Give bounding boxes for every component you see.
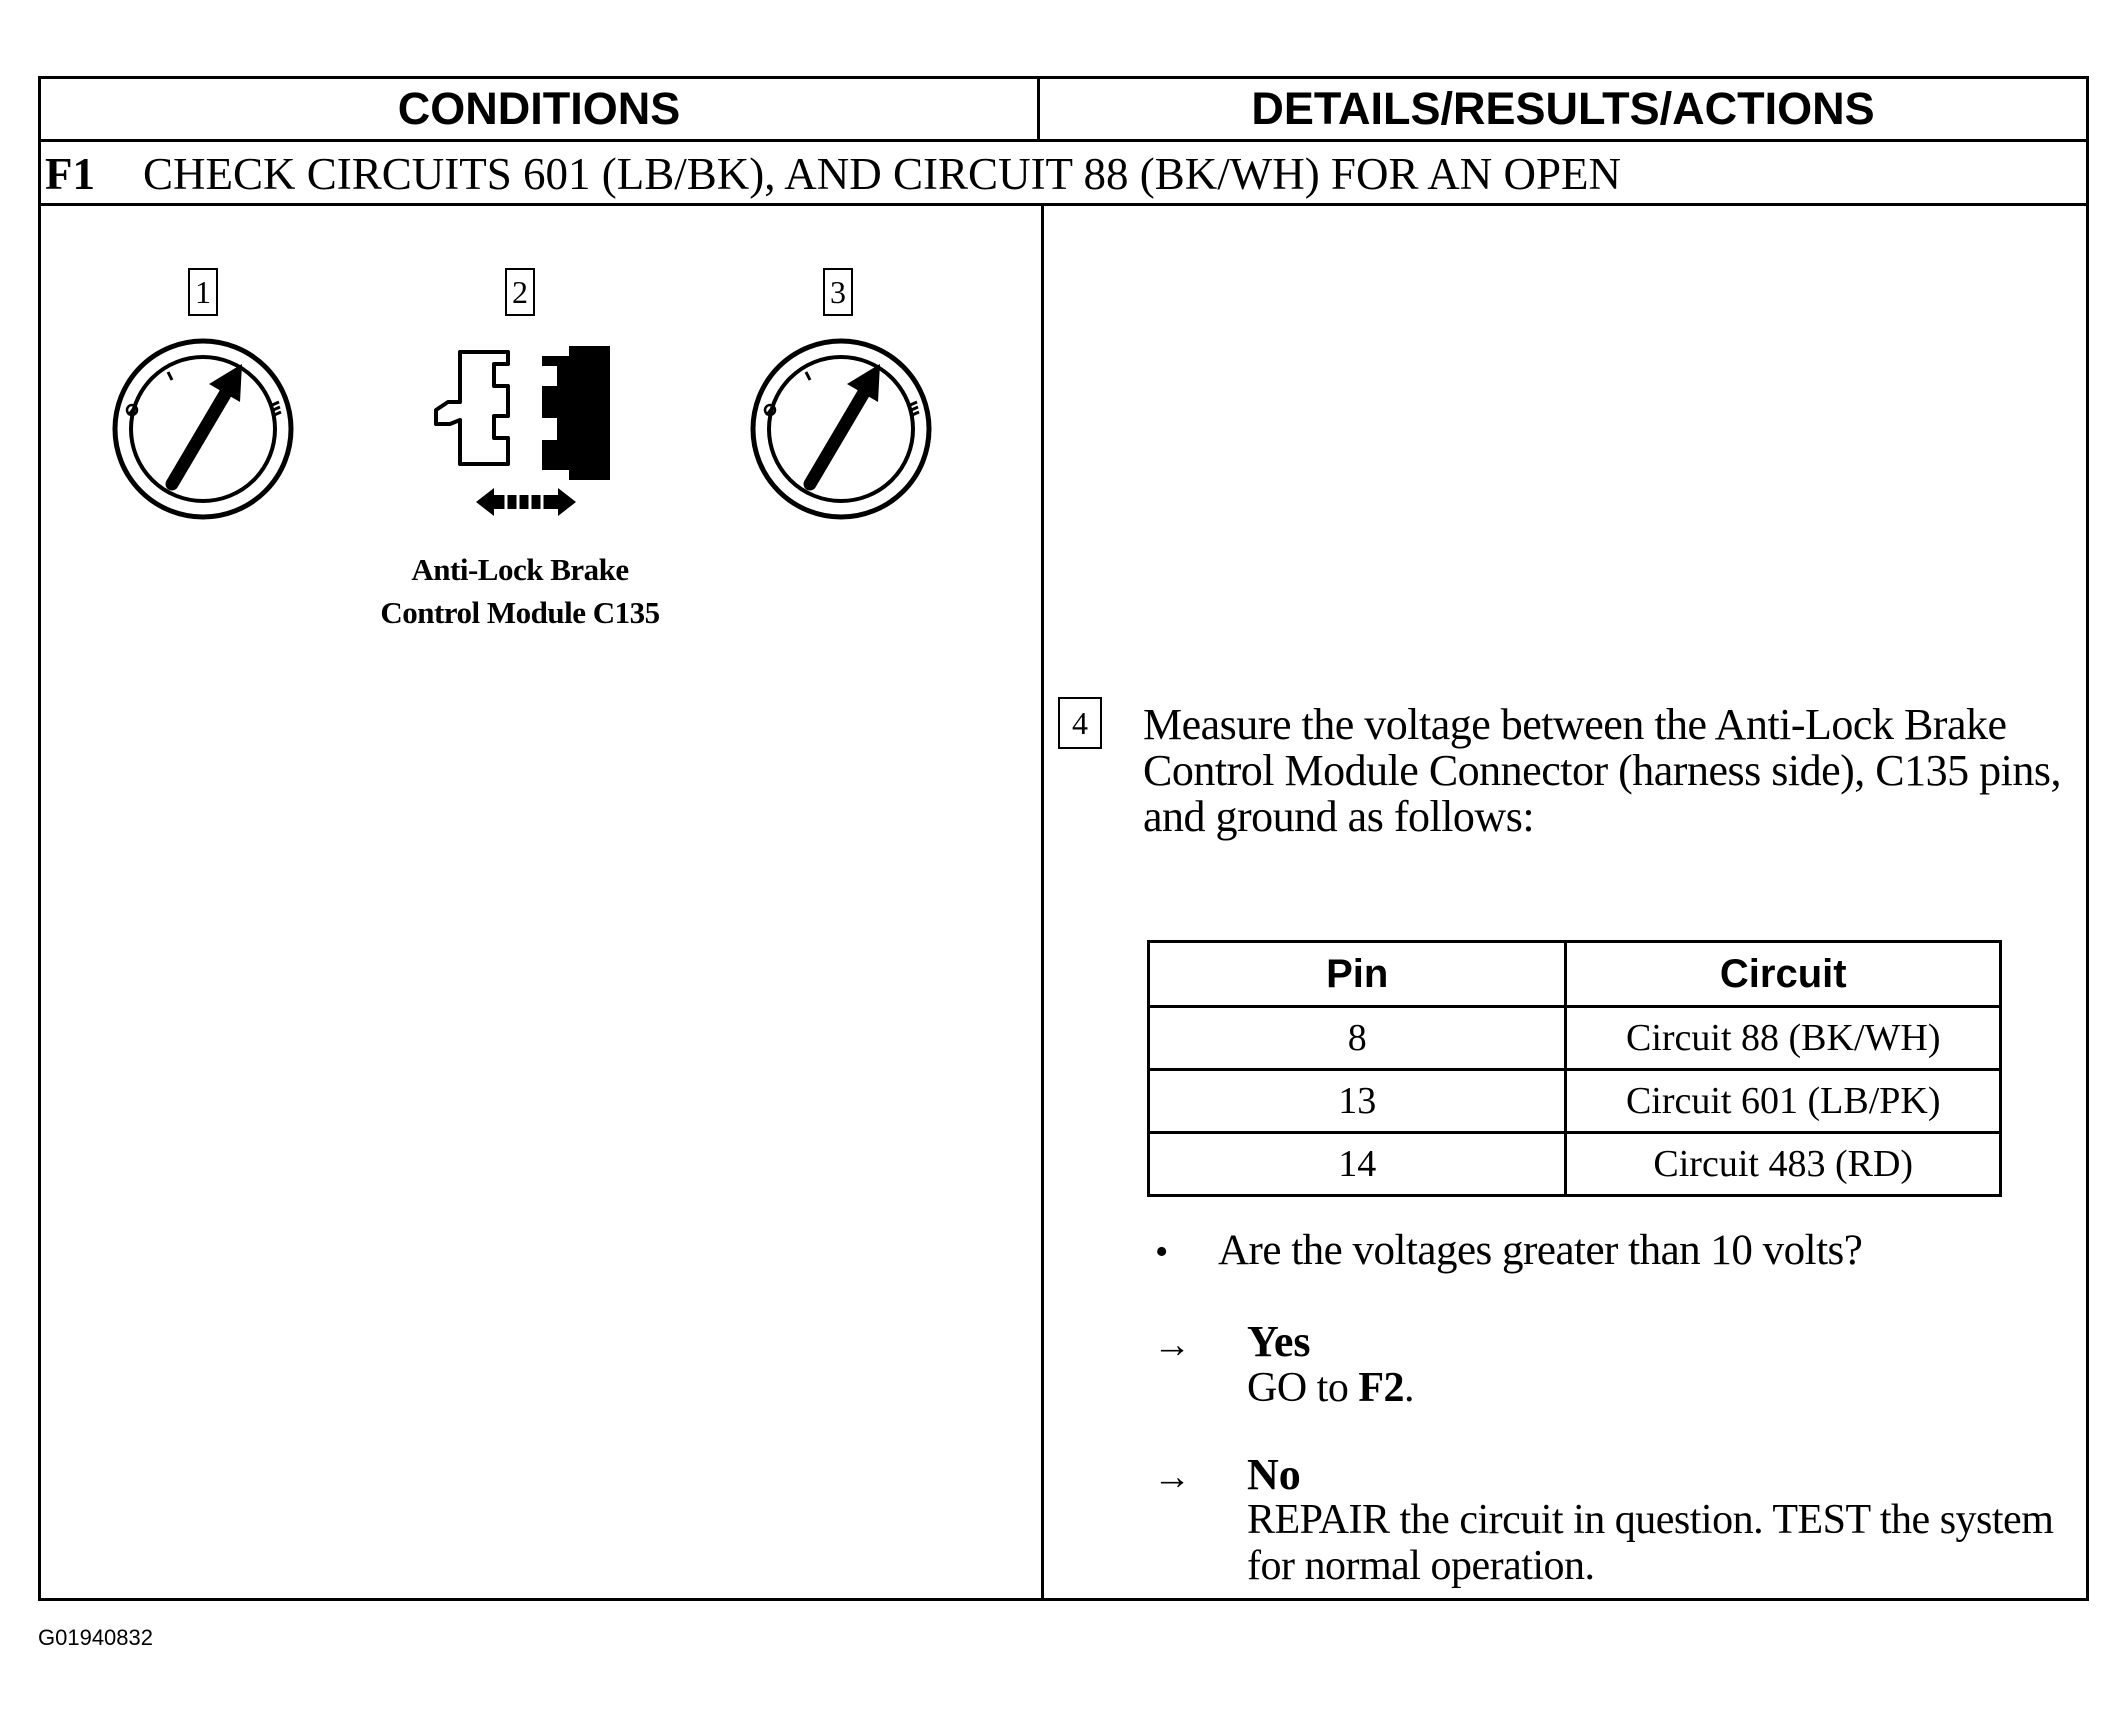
- yes-action-suffix: .: [1404, 1365, 1414, 1411]
- conditions-header: CONDITIONS: [397, 83, 681, 134]
- connector-caption-line-1: Anti-Lock Brake: [411, 552, 629, 587]
- step-title-bar: [45, 144, 1621, 204]
- connector-disconnect-icon: [424, 332, 624, 522]
- condition-step-3-number: 3: [823, 268, 853, 316]
- table-row: [1149, 1070, 2001, 1133]
- yes-label: Yes: [1247, 1317, 1311, 1366]
- no-arrow-icon: →: [1153, 1456, 1191, 1498]
- circuit-column-header: Circuit: [1566, 942, 2001, 1007]
- yes-target-step: F2: [1358, 1365, 1404, 1411]
- no-label: No: [1247, 1450, 1301, 1499]
- ignition-switch-icon: [746, 334, 936, 524]
- header-divider: [38, 139, 2089, 142]
- table-row: [1149, 1007, 2001, 1070]
- details-step-4-number: 4: [1058, 697, 1102, 749]
- no-action: REPAIR the circuit in question. TEST the system for normal operation.: [1247, 1497, 2054, 1589]
- image-id-label: G01940832: [38, 1625, 153, 1650]
- step-id: F1: [45, 149, 95, 199]
- table-row: [1149, 1133, 2001, 1196]
- table-header-row: [1149, 942, 2001, 1007]
- pin-cell: 13: [1149, 1070, 1566, 1133]
- pin-cell: 14: [1149, 1133, 1566, 1196]
- circuit-cell: Circuit 88 (BK/WH): [1566, 1007, 2001, 1070]
- condition-step-2-number: 2: [505, 268, 535, 316]
- circuit-cell: Circuit 601 (LB/PK): [1566, 1070, 2001, 1133]
- connector-caption: [340, 548, 700, 634]
- yes-arrow-icon: →: [1153, 1324, 1191, 1366]
- pin-cell: 8: [1149, 1007, 1566, 1070]
- voltage-question: Are the voltages greater than 10 volts?: [1218, 1227, 1863, 1274]
- details-header: DETAILS/RESULTS/ACTIONS: [1251, 83, 1875, 134]
- body-column-divider: [1041, 203, 1044, 1601]
- condition-step-1-number: 1: [188, 268, 218, 316]
- yes-action: [1247, 1365, 2067, 1411]
- pin-circuit-table: [1147, 940, 2002, 1197]
- step-4-instruction: Measure the voltage between the Anti-Lock Brake Control Module Connector (harness side), C135 pins, and ground as follows:: [1143, 700, 2061, 841]
- step-title: CHECK CIRCUITS 601 (LB/BK), AND CIRCUIT 88 (BK/WH) FOR AN OPEN: [143, 149, 1621, 199]
- yes-action-prefix: GO to: [1247, 1365, 1359, 1411]
- pin-column-header: Pin: [1149, 942, 1566, 1007]
- bullet-icon: •: [1155, 1231, 1169, 1273]
- ignition-switch-icon: [108, 334, 298, 524]
- connector-caption-line-2: Control Module C135: [380, 595, 660, 630]
- circuit-cell: Circuit 483 (RD): [1566, 1133, 2001, 1196]
